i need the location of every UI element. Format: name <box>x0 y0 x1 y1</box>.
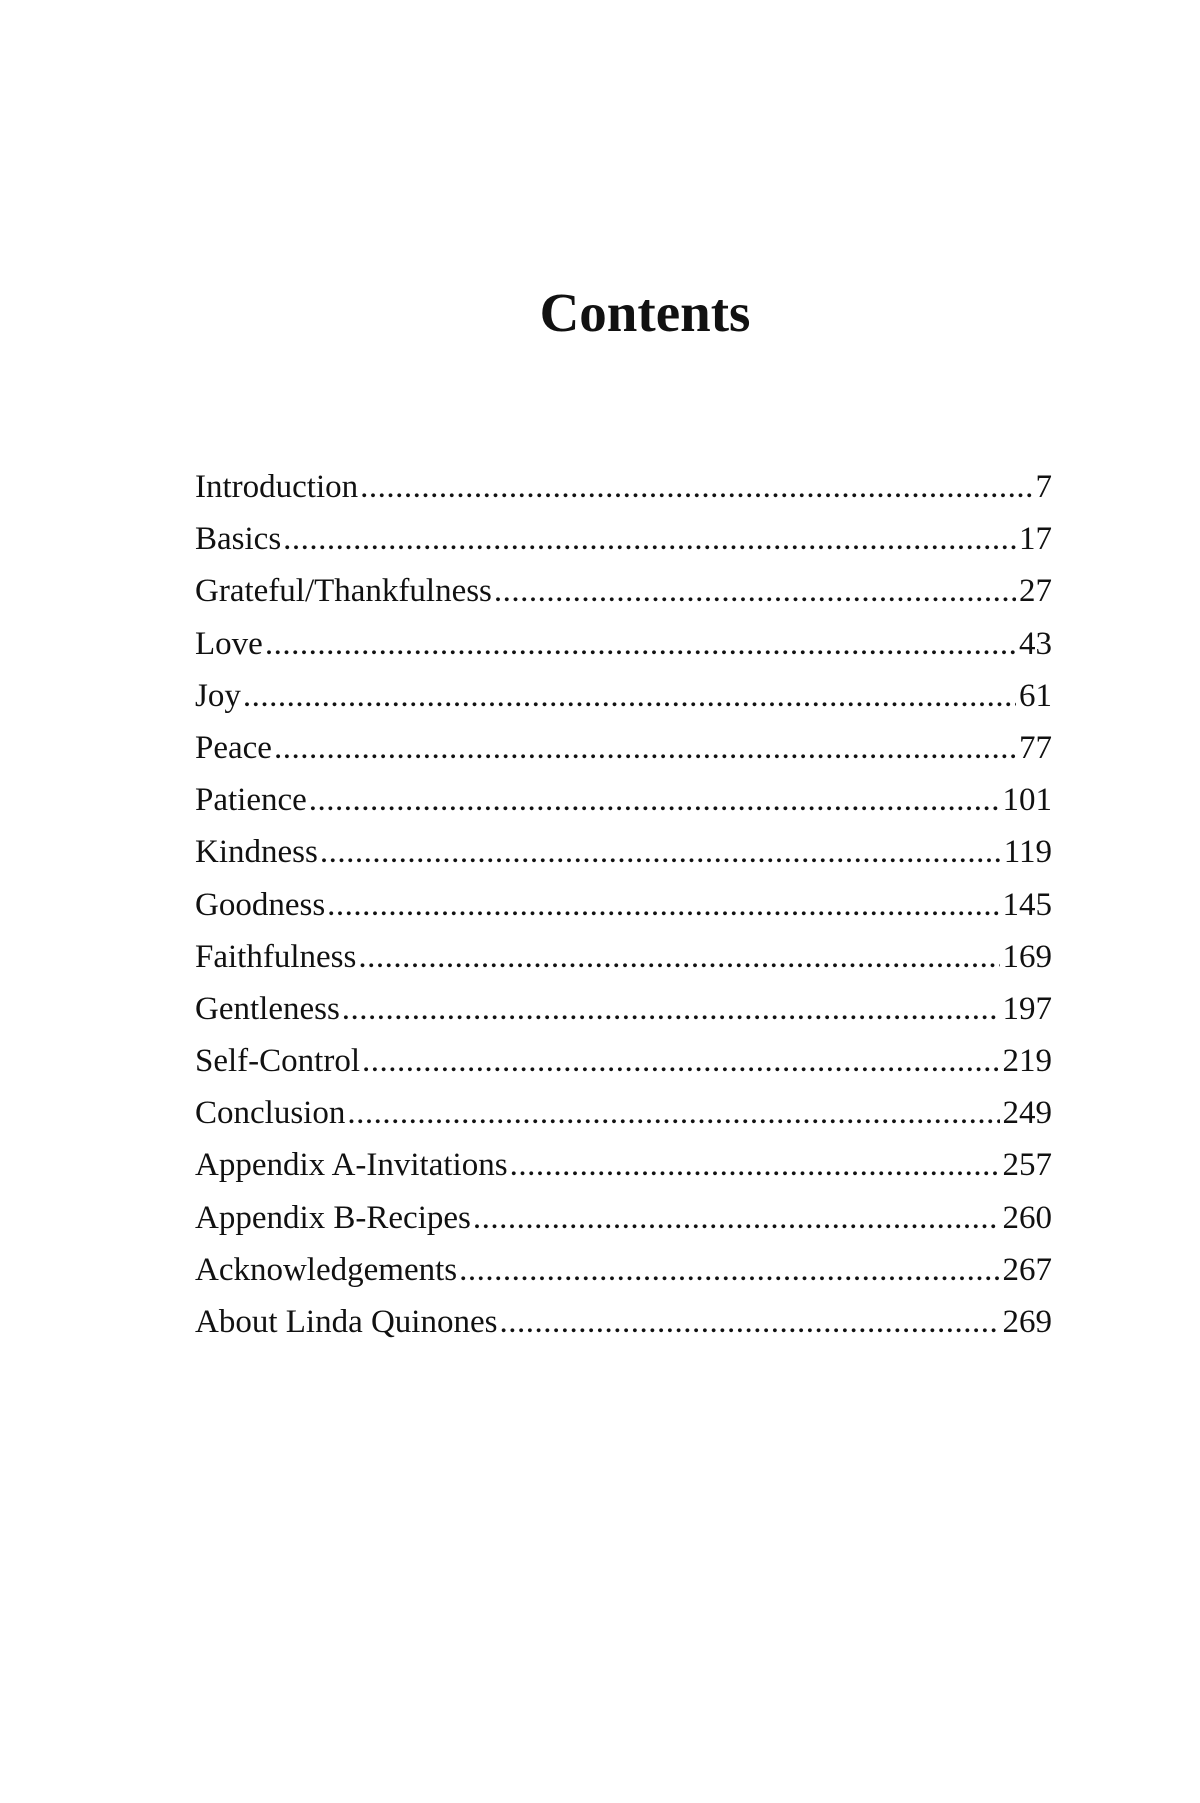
toc-entry-appendix-b-recipes[interactable] <box>195 1192 1052 1244</box>
toc-entry-grateful-thankfulness[interactable] <box>195 565 1052 617</box>
toc-entry-page-number: 17 <box>1019 521 1052 558</box>
toc-entry-peace[interactable] <box>195 722 1052 774</box>
toc-entry-love[interactable] <box>195 618 1052 670</box>
toc-entry-label: Grateful/Thankfulness <box>195 573 492 610</box>
page-title: Contents <box>539 282 751 343</box>
dot-leader <box>274 722 1016 774</box>
toc-entry-page-number: 249 <box>1002 1095 1052 1132</box>
toc-entry-label: Joy <box>195 677 241 714</box>
toc-entry-page-number: 169 <box>1002 938 1052 975</box>
toc-entry-page-number: 77 <box>1019 729 1052 766</box>
toc-entry-label: Basics <box>195 521 282 558</box>
toc-entry-page-number: 101 <box>1002 782 1052 819</box>
toc-entry-label: Peace <box>195 729 272 766</box>
toc-entry-label: Gentleness <box>195 990 340 1027</box>
toc-entry-kindness[interactable] <box>195 826 1052 878</box>
toc-entry-label: Patience <box>195 782 307 819</box>
toc-entry-about-linda-quinones[interactable] <box>195 1296 1052 1348</box>
dot-leader <box>320 826 1001 878</box>
dot-leader <box>243 670 1016 722</box>
toc-entry-basics[interactable] <box>195 513 1052 565</box>
toc-entry-page-number: 269 <box>1002 1304 1052 1340</box>
dot-leader <box>358 931 999 983</box>
dot-leader <box>347 1087 999 1139</box>
dot-leader <box>342 983 1000 1035</box>
toc-entry-self-control[interactable] <box>195 1035 1052 1087</box>
table-of-contents <box>195 461 1052 1348</box>
toc-entry-page-number: 27 <box>1019 573 1052 610</box>
dot-leader <box>510 1139 1000 1191</box>
toc-entry-joy[interactable] <box>195 670 1052 722</box>
toc-entry-page-number: 119 <box>1003 834 1052 871</box>
toc-entry-label: Acknowledgements <box>195 1251 458 1288</box>
toc-entry-page-number: 260 <box>1002 1199 1052 1236</box>
toc-entry-goodness[interactable] <box>195 879 1052 931</box>
dot-leader <box>499 1296 999 1348</box>
dot-leader <box>459 1244 999 1296</box>
toc-entry-acknowledgements[interactable] <box>195 1244 1052 1296</box>
toc-entry-conclusion[interactable] <box>195 1087 1052 1139</box>
toc-entry-label: Introduction <box>195 469 359 505</box>
toc-entry-gentleness[interactable] <box>195 983 1052 1035</box>
toc-entry-page-number: 145 <box>1002 886 1052 923</box>
toc-entry-page-number: 61 <box>1019 677 1052 714</box>
toc-entry-page-number: 219 <box>1002 1043 1052 1080</box>
toc-entry-label: Appendix A-Invitations <box>195 1147 508 1184</box>
toc-entry-page-number: 267 <box>1002 1251 1052 1288</box>
toc-entry-label: Kindness <box>195 834 318 871</box>
dot-leader <box>473 1192 1000 1244</box>
toc-entry-introduction[interactable] <box>195 461 1052 513</box>
toc-entry-label: Love <box>195 625 263 662</box>
toc-entry-label: Appendix B-Recipes <box>195 1199 471 1236</box>
toc-entry-patience[interactable] <box>195 774 1052 826</box>
toc-entry-page-number: 43 <box>1019 625 1052 662</box>
dot-leader <box>362 1035 1000 1087</box>
toc-entry-label: About Linda Quinones <box>195 1304 498 1340</box>
toc-entry-label: Self-Control <box>195 1043 360 1080</box>
dot-leader <box>265 618 1016 670</box>
dot-leader <box>360 461 1032 513</box>
toc-entry-faithfulness[interactable] <box>195 931 1052 983</box>
toc-entry-label: Goodness <box>195 886 326 923</box>
toc-entry-appendix-a-invitations[interactable] <box>195 1139 1052 1191</box>
dot-leader <box>309 774 1000 826</box>
toc-entry-page-number: 197 <box>1002 990 1052 1027</box>
toc-entry-page-number: 7 <box>1035 469 1052 505</box>
toc-entry-page-number: 257 <box>1002 1147 1052 1184</box>
dot-leader <box>494 565 1016 617</box>
dot-leader <box>283 513 1016 565</box>
toc-entry-label: Faithfulness <box>195 938 357 975</box>
dot-leader <box>327 879 999 931</box>
toc-entry-label: Conclusion <box>195 1095 346 1132</box>
